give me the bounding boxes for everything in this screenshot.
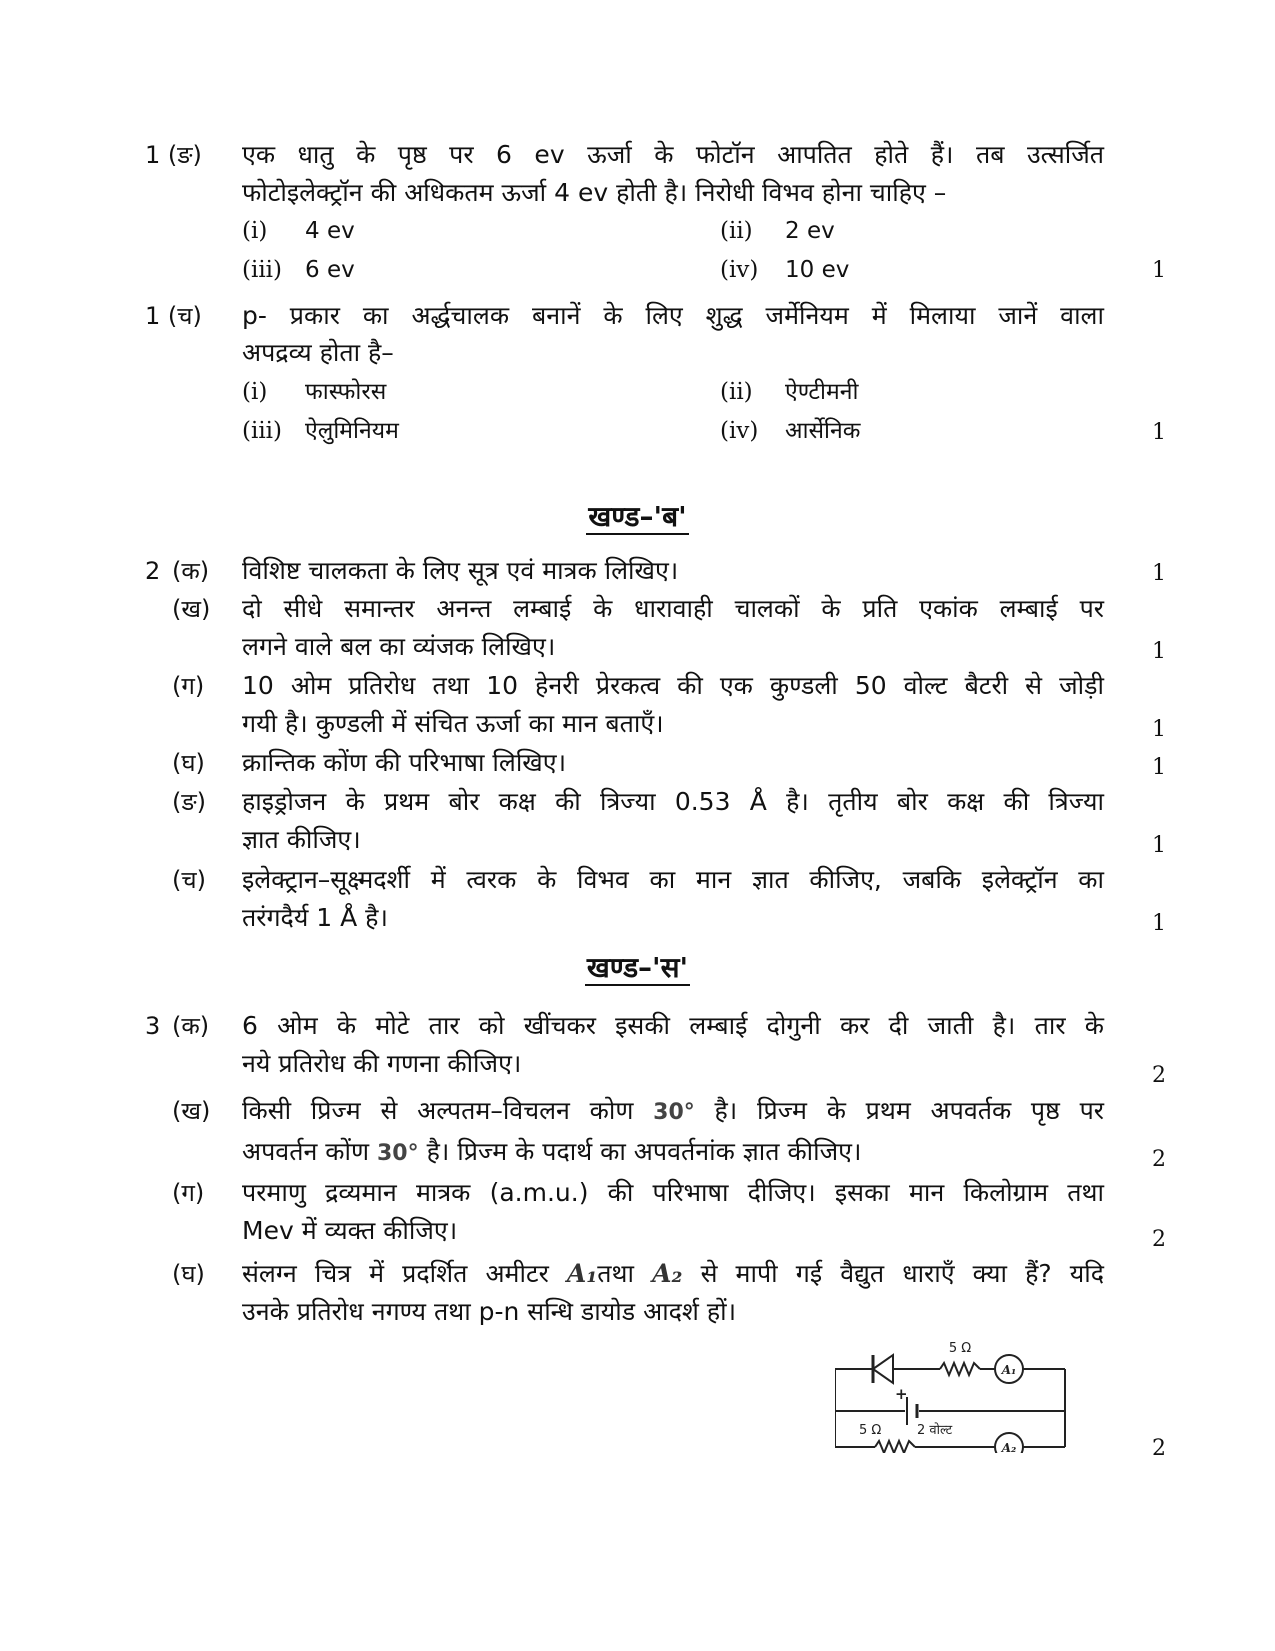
q1f-number: 1 (च) [145,302,202,330]
q1f-mark: 1 [1152,420,1166,445]
q2f-label: (च) [172,866,206,894]
q1e-mark: 1 [1152,258,1166,283]
section-c-title: खण्ड–'स' [586,951,689,984]
q1e-opt4-label: (iv) [720,257,759,283]
q2c-line1: 10 ओम प्रतिरोध तथा 10 हेनरी प्रेरकत्व की एक कुण्डली 50 वोल्ट बैटरी से जोड़ी [242,671,1104,700]
battery-voltage-label: 2 वोल्ट [917,1423,953,1438]
q3d-line1-c: से मापी गई वैद्युत धाराएँ क्या हैं? यदि [700,1259,1105,1288]
q3d-line1-b: तथा [597,1259,634,1288]
q1f-opt1-label: (i) [242,379,268,405]
q3c-line1: परमाणु द्रव्यमान मात्रक (a.m.u.) की परिभाषा दीजिए। इसका मान किलोग्राम तथा [242,1178,1104,1207]
q3b-label: (ख) [172,1097,211,1125]
q3b-line1-a: किसी प्रिज्म से अल्पतम–विचलन कोण [242,1096,634,1125]
q3b-line1-b: है। प्रिज्म के प्रथम अपवर्तक पृष्ठ पर [714,1096,1105,1125]
ammeter-a2-label: A₂ [1001,1441,1017,1453]
q3d-ammeter-a2: A₂ [652,1259,683,1288]
q1f-line2: अपद्रव्य होता है– [242,338,394,367]
circuit-diagram [835,1335,1067,1453]
q3b-mark: 2 [1152,1147,1166,1172]
q2c-line2: गयी है। कुण्डली में संचित ऊर्जा का मान बताएँ। [242,709,664,738]
resistor-bottom [875,1441,915,1453]
section-b-heading [0,497,1275,537]
q2d-label: (घ) [172,749,205,777]
q1e-number: 1 (ङ) [145,141,202,169]
q3a-mark: 2 [1152,1063,1166,1088]
q1e-opt4-text: 10 ev [785,257,850,283]
q3b-line2-a: अपवर्तन कोंण [242,1137,370,1166]
q3b-line2-b: है। प्रिज्म के पदार्थ का अपवर्तनांक ज्ञात कीजिए। [426,1137,862,1166]
section-c-heading [0,948,1275,988]
diode-triangle [873,1355,893,1383]
q2f-line1: इलेक्ट्रान–सूक्ष्मदर्शी में त्वरक के विभव का मान ज्ञात कीजिए, जबकि इलेक्ट्रॉन का [242,865,1104,894]
resistor-top-label: 5 Ω [948,1341,972,1356]
q3a-line2: नये प्रतिरोध की गणना कीजिए। [242,1049,522,1078]
q3c-line2: Mev में व्यक्त कीजिए। [242,1216,458,1245]
q1f-opt3-text: ऐलुमिनियम [305,418,399,444]
q2d-mark: 1 [1152,755,1166,780]
q3d-ammeter-a1: A₁ [566,1259,598,1288]
q2a-mark: 1 [1152,561,1166,586]
resistor-bottom-label: 5 Ω [859,1423,882,1438]
q2b-line1: दो सीधे समान्तर अनन्त लम्बाई के धारावाही चालकों के प्रति एकांक लम्बाई पर [242,594,1104,623]
q2b-line2: लगने वाले बल का व्यंजक लिखिए। [242,632,556,661]
q3d-line1 [242,1256,1104,1292]
q3b-line1 [242,1093,1104,1131]
q1e-opt2-label: (ii) [720,218,753,244]
q2-number: 2 [145,557,161,585]
q2a-label: (क) [172,557,210,585]
q3d-line1-a: संलग्न चित्र में प्रदर्शित अमीटर [242,1259,549,1288]
q1f-opt2-label: (ii) [720,379,753,405]
q1e-line1: एक धातु के पृष्ठ पर 6 ev ऊर्जा के फोटॉन आपतित होते हैं। तब उत्सर्जित [242,140,1104,169]
q3a-line1: 6 ओम के मोटे तार को खींचकर इसकी लम्बाई दोगुनी कर दी जाती है। तार के [242,1011,1104,1040]
q1e-opt3-label: (iii) [242,257,283,283]
q3c-label: (ग) [172,1179,205,1207]
q1f-opt3-label: (iii) [242,418,283,444]
q1e-line2: फोटोइलेक्ट्रॉन की अधिकतम ऊर्जा 4 ev होती है। निरोधी विभव होना चाहिए – [242,178,947,207]
q2e-mark: 1 [1152,833,1166,858]
q3b-deg1: 30° [653,1100,695,1125]
q3b-line2 [242,1134,861,1172]
q2e-label: (ङ) [172,788,207,816]
q1f-opt2-text: ऐण्टीमनी [785,379,859,405]
q2f-mark: 1 [1152,911,1166,936]
q2f-line2: तरंगदैर्य 1 Å है। [242,903,388,932]
q3d-mark: 2 [1152,1436,1166,1461]
q3a-label: (क) [172,1012,210,1040]
q2b-mark: 1 [1152,639,1166,664]
q1e-opt2-text: 2 ev [785,218,835,244]
section-b-title: खण्ड–'ब' [588,500,687,533]
q1f-opt4-text: आर्सेनिक [785,418,861,444]
q3d-line2: उनके प्रतिरोध नगण्य तथा p-n सन्धि डायोड आदर्श हों। [242,1297,737,1326]
q2a-line1: विशिष्ट चालकता के लिए सूत्र एवं मात्रक लिखिए। [242,556,679,585]
q1e-opt1-text: 4 ev [305,218,355,244]
q2b-label: (ख) [172,595,211,623]
q2e-line1: हाइड्रोजन के प्रथम बोर कक्ष की त्रिज्या 0.53 Å है। तृतीय बोर कक्ष की त्रिज्या [242,787,1104,816]
q1f-opt4-label: (iv) [720,418,759,444]
q1e-opt1-label: (i) [242,218,268,244]
q2d-line1: क्रान्तिक कोंण की परिभाषा लिखिए। [242,748,567,777]
q3b-deg2: 30° [376,1141,419,1166]
q2c-label: (ग) [172,672,205,700]
q3d-label: (घ) [172,1260,205,1288]
q1e-opt3-text: 6 ev [305,257,355,283]
q3c-mark: 2 [1152,1227,1166,1252]
q1f-line1: p- प्रकार का अर्द्धचालक बनानें के लिए शुद्ध जर्मेनियम में मिलाया जानें वाला [242,301,1104,330]
q1f-opt1-text: फास्फोरस [305,379,387,405]
q2c-mark: 1 [1152,717,1166,742]
battery-plus-label: + [895,1385,908,1403]
q2e-line2: ज्ञात कीजिए। [242,825,361,854]
resistor-top [940,1363,980,1375]
ammeter-a1-label: A₁ [1001,1363,1017,1377]
q3-number: 3 [145,1012,161,1040]
